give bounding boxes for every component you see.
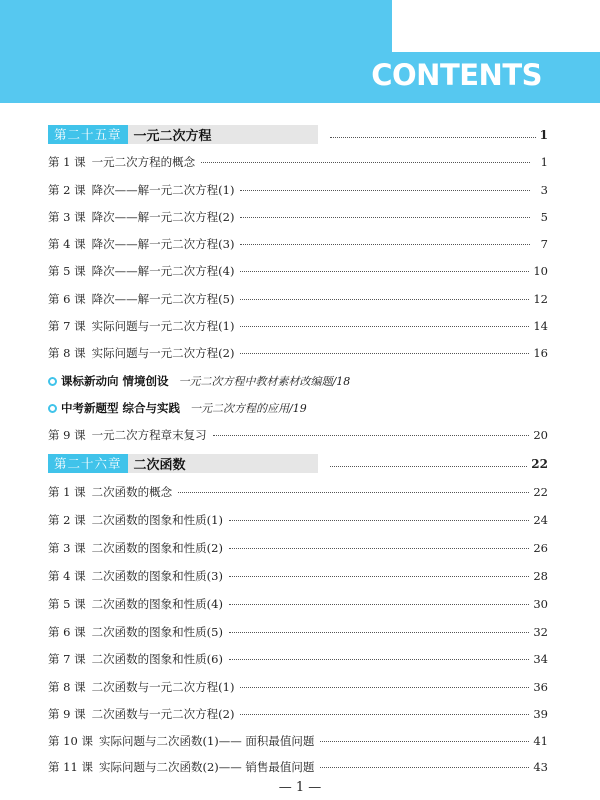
page-number: 39 xyxy=(533,707,548,721)
page-number: 12 xyxy=(533,292,548,306)
toc-entry[interactable] xyxy=(48,596,548,612)
lesson-number: 第 3 课 xyxy=(48,541,86,555)
lesson-title: 二次函数与一元二次方程(2) xyxy=(91,707,235,721)
leader-dots xyxy=(320,741,529,742)
toc-entry[interactable] xyxy=(48,154,548,170)
header-corner xyxy=(392,0,600,52)
page-number: 22 xyxy=(533,485,548,499)
lesson-number: 第 7 课 xyxy=(48,652,86,666)
lesson-number: 第 10 课 xyxy=(48,734,93,748)
page-number: 5 xyxy=(540,210,548,224)
lesson-title: 二次函数的图象和性质(1) xyxy=(91,513,223,527)
lesson-title: 二次函数的图象和性质(4) xyxy=(91,597,223,611)
page-number: 20 xyxy=(533,428,548,442)
page-number: 1 xyxy=(540,155,548,169)
lesson-number: 第 8 课 xyxy=(48,346,86,360)
lesson-title: 二次函数的概念 xyxy=(91,485,173,499)
page-number: 32 xyxy=(533,625,548,639)
special-description: 一元二次方程的应用/19 xyxy=(190,402,307,415)
lesson-title: 二次函数的图象和性质(3) xyxy=(91,569,223,583)
leader-dots xyxy=(240,190,530,191)
page-title: CONTENTS xyxy=(371,58,542,92)
lesson-number: 第 11 课 xyxy=(48,760,93,774)
toc-entry[interactable] xyxy=(48,236,548,252)
lesson-title: 二次函数与一元二次方程(1) xyxy=(91,680,235,694)
toc-entry[interactable] xyxy=(48,182,548,198)
page-number: 22 xyxy=(531,456,548,471)
lesson-number: 第 2 课 xyxy=(48,183,86,197)
page-number: 10 xyxy=(533,264,548,278)
circle-bullet-icon xyxy=(48,404,57,413)
toc-entry[interactable] xyxy=(48,291,548,307)
lesson-title: 降次——解一元二次方程(2) xyxy=(91,210,235,224)
lesson-number: 第 5 课 xyxy=(48,264,86,278)
toc-entry[interactable] xyxy=(48,318,548,334)
page-number: 26 xyxy=(533,541,548,555)
toc-entry[interactable] xyxy=(48,706,548,722)
lesson-number: 第 5 课 xyxy=(48,597,86,611)
special-section[interactable] xyxy=(48,400,548,416)
toc-entry[interactable] xyxy=(48,568,548,584)
toc-entry[interactable] xyxy=(48,427,548,443)
leader-dots xyxy=(240,326,529,327)
toc-entry[interactable] xyxy=(48,624,548,640)
chapter-name: 二次函数 xyxy=(133,458,186,473)
leader-dots xyxy=(240,687,529,688)
leader-dots xyxy=(240,217,530,218)
lesson-title: 实际问题与一元二次方程(2) xyxy=(91,346,235,360)
lesson-number: 第 1 课 xyxy=(48,155,86,169)
leader-dots xyxy=(240,271,529,272)
page-number: 30 xyxy=(533,597,548,611)
page-number: 36 xyxy=(533,680,548,694)
page-number: 3 xyxy=(540,183,548,197)
leader-dots xyxy=(240,299,529,300)
toc-entry[interactable] xyxy=(48,540,548,556)
special-heading: 中考新题型 综合与实践 xyxy=(61,401,181,415)
footer-page-number: — 1 — xyxy=(278,780,322,795)
lesson-title: 实际问题与二次函数(1)—— 面积最值问题 xyxy=(98,734,315,748)
lesson-title: 实际问题与一元二次方程(1) xyxy=(91,319,235,333)
lesson-number: 第 8 课 xyxy=(48,680,86,694)
lesson-number: 第 6 课 xyxy=(48,625,86,639)
special-section[interactable] xyxy=(48,373,548,389)
leader-dots xyxy=(330,137,536,138)
lesson-title: 降次——解一元二次方程(5) xyxy=(91,292,235,306)
chapter-number: 第二十六章 xyxy=(48,454,128,473)
leader-dots xyxy=(229,659,529,660)
leader-dots xyxy=(229,520,529,521)
toc-entry[interactable] xyxy=(48,651,548,667)
leader-dots xyxy=(229,576,529,577)
page-number: 14 xyxy=(533,319,548,333)
lesson-title: 二次函数的图象和性质(5) xyxy=(91,625,223,639)
chapter-label-box xyxy=(48,454,318,473)
lesson-number: 第 1 课 xyxy=(48,485,86,499)
leader-dots xyxy=(330,466,527,467)
lesson-title: 实际问题与二次函数(2)—— 销售最值问题 xyxy=(98,760,315,774)
chapter-name: 一元二次方程 xyxy=(133,129,212,144)
lesson-number: 第 7 课 xyxy=(48,319,86,333)
lesson-title: 二次函数的图象和性质(2) xyxy=(91,541,223,555)
chapter-number: 第二十五章 xyxy=(48,125,128,144)
leader-dots xyxy=(240,714,529,715)
lesson-number: 第 6 课 xyxy=(48,292,86,306)
lesson-title: 二次函数的图象和性质(6) xyxy=(91,652,223,666)
toc-entry[interactable] xyxy=(48,733,548,749)
chapter-heading[interactable] xyxy=(48,454,548,473)
page-number: 16 xyxy=(533,346,548,360)
page-number: 28 xyxy=(533,569,548,583)
lesson-number: 第 4 课 xyxy=(48,569,86,583)
leader-dots xyxy=(320,767,529,768)
lesson-title: 一元二次方程章末复习 xyxy=(91,428,207,442)
special-heading: 课标新动向 情境创设 xyxy=(61,374,169,388)
lesson-title: 降次——解一元二次方程(3) xyxy=(91,237,235,251)
toc-entry[interactable] xyxy=(48,345,548,361)
lesson-title: 一元二次方程的概念 xyxy=(91,155,196,169)
leader-dots xyxy=(229,632,529,633)
leader-dots xyxy=(229,604,529,605)
chapter-heading[interactable] xyxy=(48,125,548,144)
toc-entry[interactable] xyxy=(48,263,548,279)
special-description: 一元二次方程中教材素材改编题/18 xyxy=(178,375,351,388)
toc-entry[interactable] xyxy=(48,484,548,500)
leader-dots xyxy=(178,492,529,493)
lesson-number: 第 9 课 xyxy=(48,428,86,442)
lesson-title: 降次——解一元二次方程(4) xyxy=(91,264,235,278)
toc-entry[interactable] xyxy=(48,512,548,528)
leader-dots xyxy=(240,353,529,354)
toc-entry[interactable] xyxy=(48,759,548,775)
page-number: 24 xyxy=(533,513,548,527)
lesson-number: 第 2 课 xyxy=(48,513,86,527)
toc-entry[interactable] xyxy=(48,209,548,225)
lesson-number: 第 3 课 xyxy=(48,210,86,224)
toc-entry[interactable] xyxy=(48,679,548,695)
leader-dots xyxy=(240,244,530,245)
page-number: 7 xyxy=(540,237,548,251)
leader-dots xyxy=(201,162,530,163)
leader-dots xyxy=(213,435,530,436)
lesson-title: 降次——解一元二次方程(1) xyxy=(91,183,235,197)
page-number: 34 xyxy=(533,652,548,666)
lesson-number: 第 9 课 xyxy=(48,707,86,721)
chapter-label-box xyxy=(48,125,318,144)
circle-bullet-icon xyxy=(48,377,57,386)
page-number: 1 xyxy=(539,127,548,142)
page-number: 41 xyxy=(533,734,548,748)
lesson-number: 第 4 课 xyxy=(48,237,86,251)
leader-dots xyxy=(229,548,529,549)
page-number: 43 xyxy=(533,760,548,774)
